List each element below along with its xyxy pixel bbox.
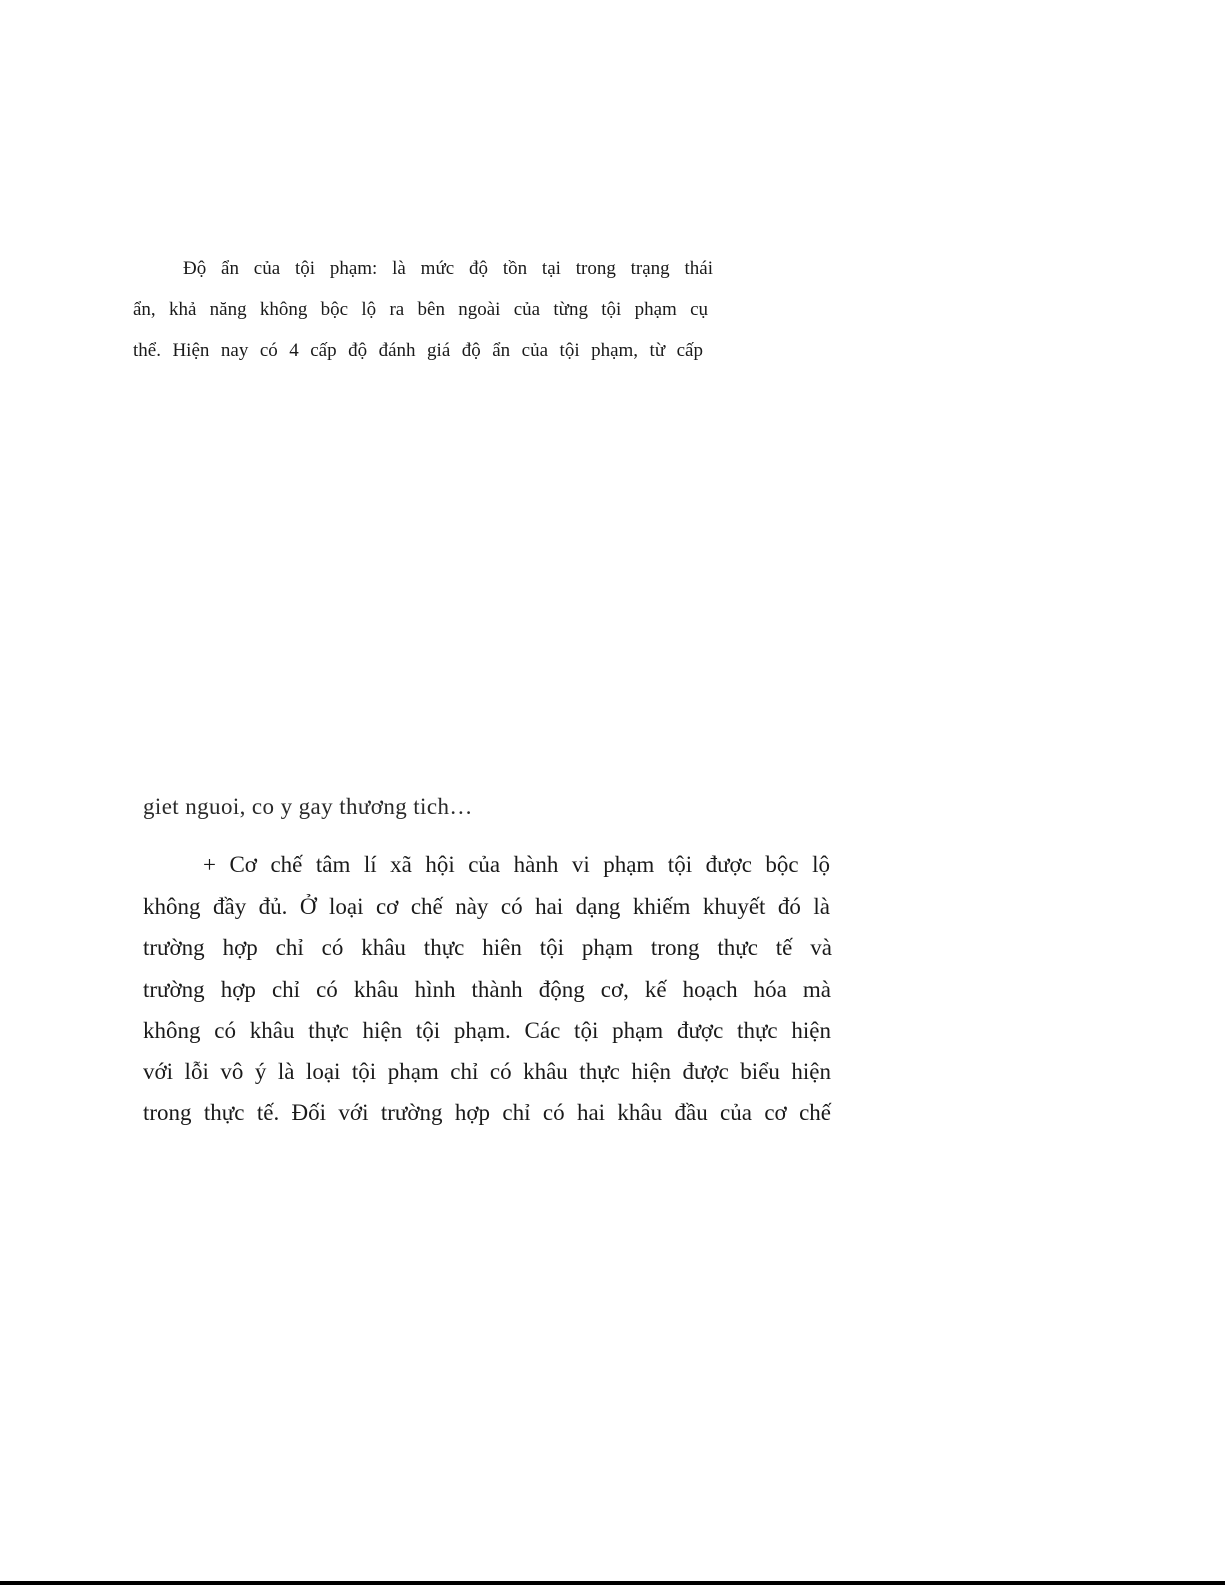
text-line: không đầy đủ. Ở loại cơ chế này có hai dạng khiếm khuyết đó là (143, 894, 830, 919)
text-line: với lỗi vô ý là loại tội phạm chỉ có khâu thực hiện được biểu hiện (143, 1059, 831, 1084)
text-line: không có khâu thực hiện tội phạm. Các tội phạm được thực hiện (143, 1018, 831, 1043)
top-paragraph (133, 258, 713, 378)
fragment-line: giet nguoi, co y gay thương tich… (143, 794, 473, 819)
page-bottom-border (0, 1581, 1225, 1585)
text-line: trong thực tế. Đối với trường hợp chỉ có hai khâu đầu của cơ chế (143, 1100, 831, 1125)
text-line: thể. Hiện nay có 4 cấp độ đánh giá độ ẩn của tội phạm, từ cấp (133, 340, 703, 361)
bottom-section (143, 794, 833, 1134)
text-line: Độ ẩn của tội phạm: là mức độ tồn tại trong trạng thái (183, 258, 713, 279)
text-line: ẩn, khả năng không bộc lộ ra bên ngoài của từng tội phạm cụ (133, 299, 708, 320)
text-line: trường hợp chỉ có khâu thực hiên tội phạm trong thực tế và (143, 935, 832, 960)
text-line: trường hợp chỉ có khâu hình thành động cơ, kế hoạch hóa mà (143, 977, 831, 1002)
text-line: + Cơ chế tâm lí xã hội của hành vi phạm tội được bộc lộ (203, 852, 830, 877)
